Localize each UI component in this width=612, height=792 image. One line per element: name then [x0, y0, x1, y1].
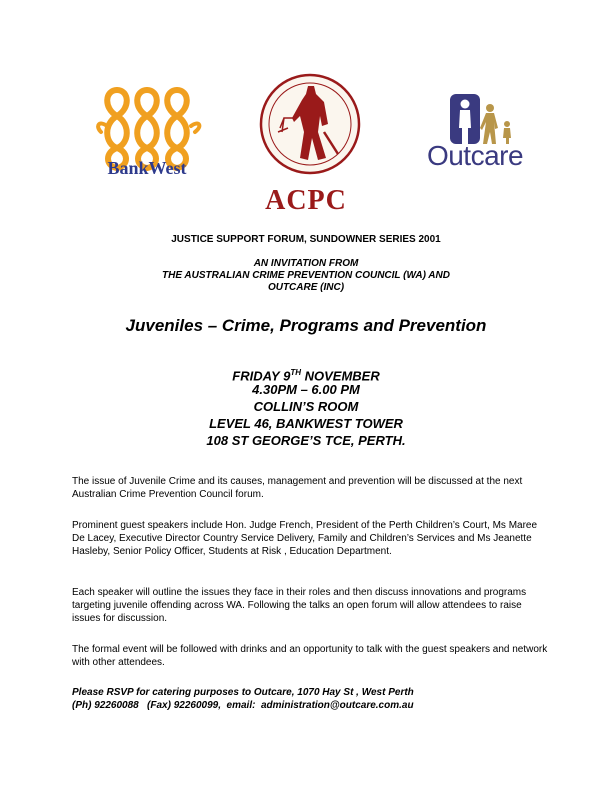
paragraph-intro: The issue of Juvenile Crime and its causes, management and prevention will be discussed at the next Australian Crime Prevention Council forum.: [72, 476, 523, 500]
event-time: 4.30PM – 6.00 PM: [252, 382, 360, 397]
bankwest-logo-text: BankWest: [107, 158, 187, 178]
event-address: 108 ST GEORGE’S TCE, PERTH.: [206, 433, 406, 448]
rsvp-contact-line: (Ph) 92260088 (Fax) 92260099, email: administration@outcare.com.au: [72, 700, 414, 711]
event-level: LEVEL 46, BANKWEST TOWER: [209, 416, 403, 431]
event-date-month: NOVEMBER: [300, 368, 380, 384]
event-room: COLLIN’S ROOM: [253, 399, 359, 414]
outcare-logo: [410, 88, 540, 176]
outcare-logo-text: Outcare: [426, 140, 524, 171]
forum-title: Juveniles – Crime, Programs and Prevention: [125, 316, 487, 335]
paragraph-speakers: Prominent guest speakers include Hon. Judge French, President of the Perth Children’s Court, Ms Maree De Lacey, Executive Director Country Service Delivery, Family and Children’s Services and Ms Jeanette Hasleby, Senior Policy Officer, Students at Risk , Education Department.: [72, 520, 538, 557]
acpc-seal-icon: [258, 72, 362, 176]
event-date-day: FRIDAY 9: [232, 368, 291, 384]
invitation-line-3: OUTCARE (INC): [267, 282, 345, 293]
outcare-family-icon: [410, 88, 540, 146]
acpc-logo-text: ACPC: [265, 185, 347, 216]
invitation-line-2: THE AUSTRALIAN CRIME PREVENTION COUNCIL (WA) AND: [162, 270, 450, 281]
series-heading: JUSTICE SUPPORT FORUM, SUNDOWNER SERIES 2001: [171, 234, 441, 245]
rsvp-line-1: Please RSVP for catering purposes to Outcare, 1070 Hay St , West Perth: [72, 687, 414, 698]
event-date-suffix: TH: [290, 368, 301, 377]
paragraph-format: Each speaker will outline the issues they face in their roles and then discuss innovations and programs targeting juvenile offending across WA. Following the talks an open forum will allow attendees to raise issues for discussion.: [72, 587, 527, 624]
invitation-line-1: AN INVITATION FROM: [253, 258, 359, 269]
paragraph-networking: The formal event will be followed with drinks and an opportunity to talk with the guest speakers and network with other attendees.: [72, 644, 548, 668]
